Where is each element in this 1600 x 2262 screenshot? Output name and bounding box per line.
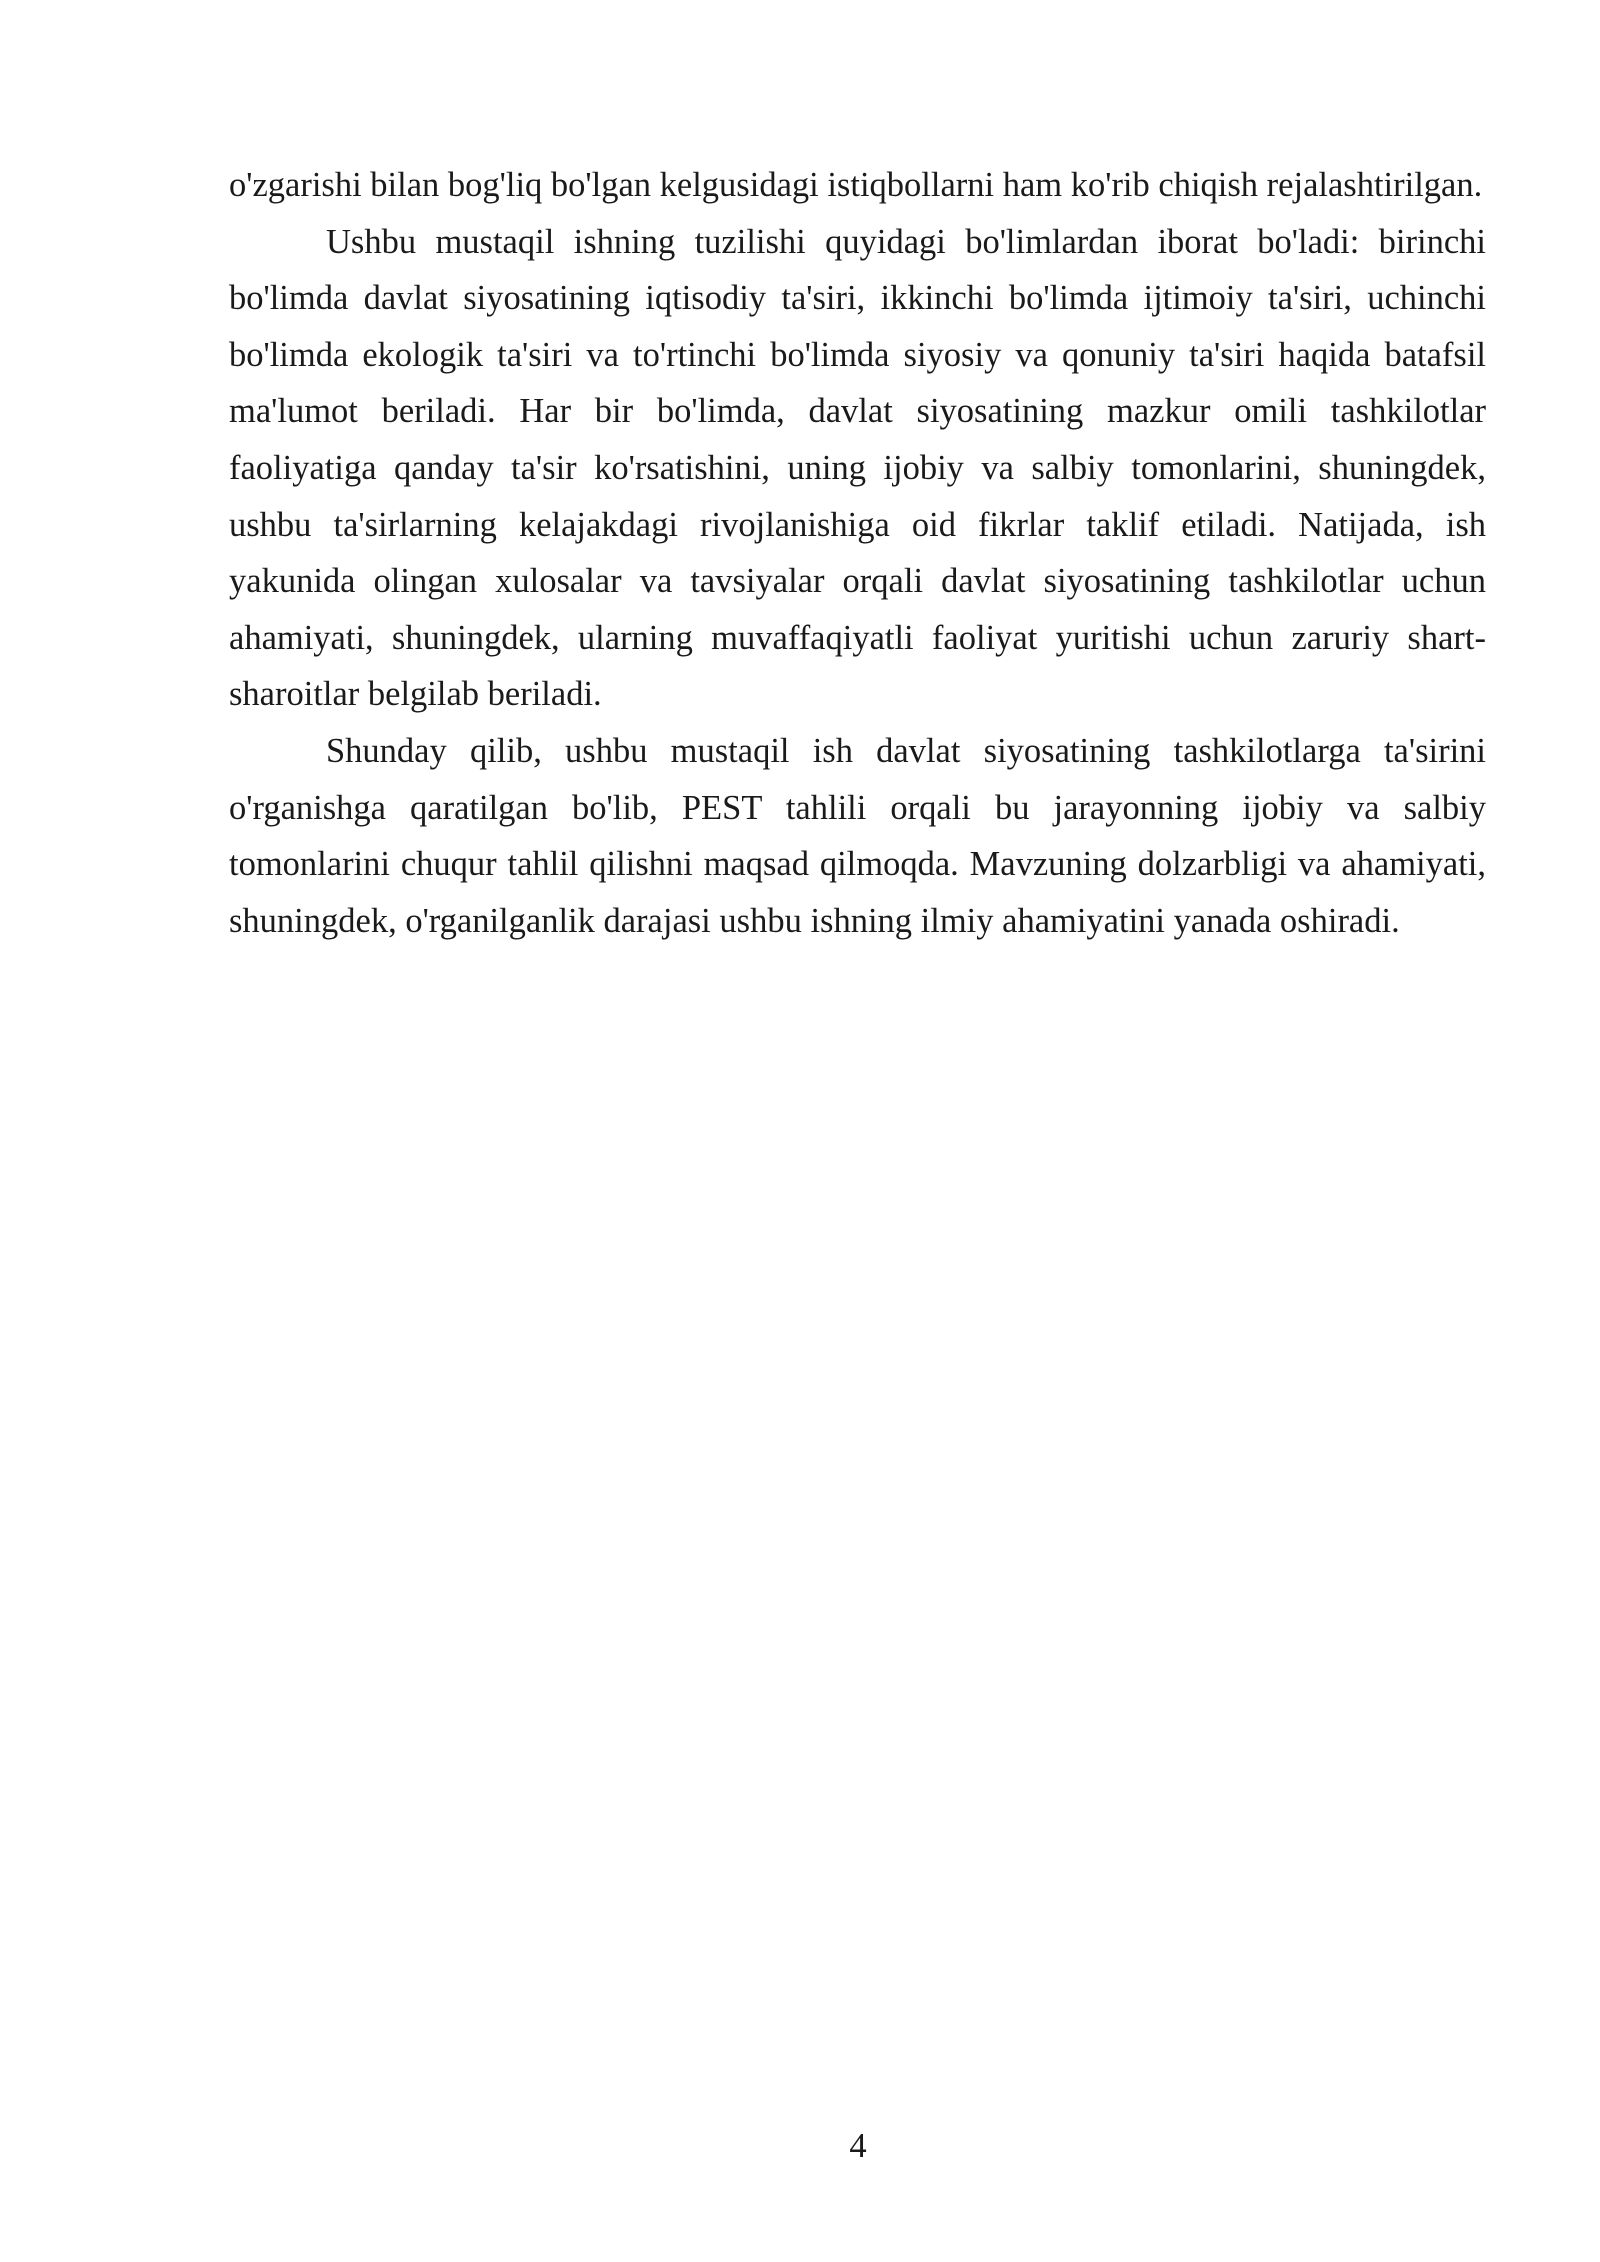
page-number: 4: [849, 2127, 867, 2165]
paragraph-continuation: o'zgarishi bilan bog'liq bo'lgan kelgusidagi istiqbollarni ham ko'rib chiqish rejalashtirilgan.: [229, 166, 1483, 204]
paragraph-structure: Ushbu mustaqil ishning tuzilishi quyidagi bo'limlardan iborat bo'ladi: birinchi bo'limda davlat siyosatining iqtisodiy ta'siri, ikkinchi bo'limda ijtimoiy ta'siri, uchinchi bo'limda ekologik ta'siri va to'rtinchi bo'limda siyosiy va qonuniy ta'siri haqida batafsil ma'lumot beriladi. Har bir bo'limda, davlat siyosatining mazkur omili tashkilotlar faoliyatiga qanday ta'sir ko'rsatishini, uning ijobiy va salbiy tomonlarini, shuningdek, ushbu ta'sirlarning kelajakdagi rivojlanishiga oid fikrlar taklif etiladi. Natijada, ish yakunida olingan xulosalar va tavsiyalar orqali davlat siyosatining tashkilotlar uchun ahamiyati, shuningdek, ularning muvaffaqiyatli faoliyat yuritishi uchun zaruriy shart-sharoitlar belgilab beriladi.: [229, 222, 1486, 714]
body-text: [229, 157, 1486, 949]
paragraph-conclusion: Shunday qilib, ushbu mustaqil ish davlat siyosatining tashkilotlarga ta'sirini o'rganishga qaratilgan bo'lib, PEST tahlili orqali bu jarayonning ijobiy va salbiy tomonlarini chuqur tahlil qilishni maqsad qilmoqda. Mavzuning dolzarbligi va ahamiyati, shuningdek, o'rganilganlik darajasi ushbu ishning ilmiy ahamiyatini yanada oshiradi.: [229, 731, 1486, 940]
